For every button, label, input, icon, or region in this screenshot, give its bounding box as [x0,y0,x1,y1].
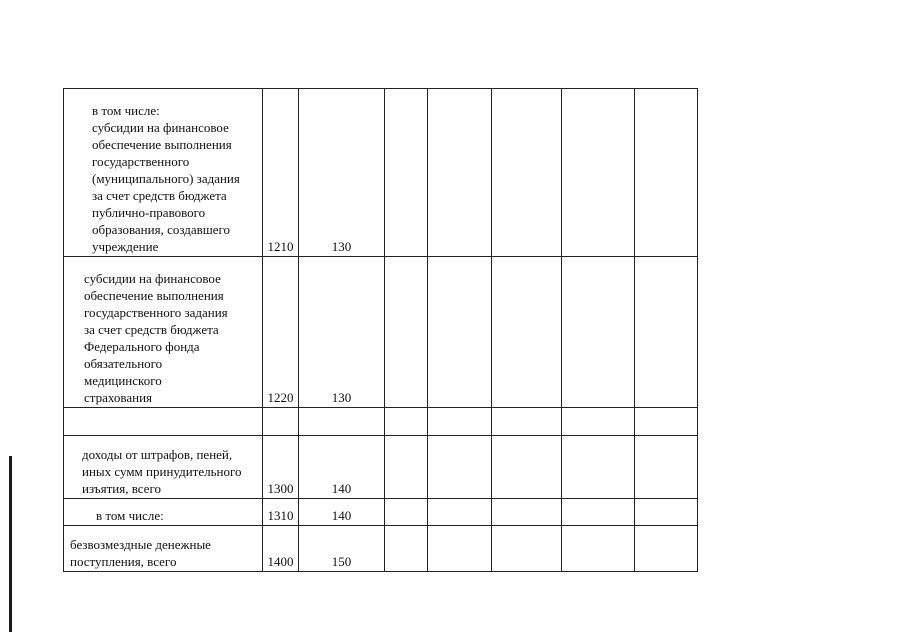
empty-cell [385,436,428,499]
empty-cell [635,499,698,526]
row-text-line: страхования [84,390,153,405]
kbk-code-cell: 140 [299,436,385,499]
row-text-line: медицинского [84,373,162,388]
row-description [64,408,263,436]
row-text-line: обязательного [84,356,163,371]
line-code-cell: 1400 [263,526,299,572]
row-text-line: в том числе: [92,103,160,118]
empty-cell [385,408,428,436]
empty-cell [492,408,562,436]
empty-cell [562,526,635,572]
row-text-line: в том числе: [96,508,164,523]
line-code-cell: 1310 [263,499,299,526]
empty-cell [428,408,492,436]
row-description [64,436,263,499]
kbk-code-cell: 130 [299,89,385,257]
table-row [64,89,698,257]
row-description [64,526,263,572]
empty-cell [492,89,562,257]
row-text-line: публично-правового [92,205,206,220]
row-text-line: учреждение [92,239,159,254]
row-description [64,499,263,526]
row-text-line: образования, создавшего [92,222,231,237]
table-row [64,436,698,499]
row-text-line: субсидии на финансовое [92,120,229,135]
table-row [64,526,698,572]
row-text-line: доходы от штрафов, пеней, [82,447,233,462]
line-code-cell [263,408,299,436]
empty-cell [562,257,635,408]
table-row [64,408,698,436]
row-text-line: обеспечение выполнения [92,137,232,152]
row-text-line: за счет средств бюджета [84,322,219,337]
kbk-code-cell [299,408,385,436]
kbk-code-cell: 130 [299,257,385,408]
row-text-line: Федерального фонда [84,339,200,354]
empty-cell [385,89,428,257]
empty-cell [492,436,562,499]
table-row [64,499,698,526]
kbk-code-cell: 150 [299,526,385,572]
empty-cell [562,89,635,257]
budget-table [63,88,698,572]
empty-cell [385,499,428,526]
row-text-line: обеспечение выполнения [84,288,224,303]
empty-cell [635,257,698,408]
line-code-cell: 1300 [263,436,299,499]
row-description [64,257,263,408]
empty-cell [635,526,698,572]
line-code-cell: 1210 [263,89,299,257]
empty-cell [562,436,635,499]
empty-cell [635,89,698,257]
empty-cell [385,526,428,572]
row-text-line: за счет средств бюджета [92,188,227,203]
row-text-line: государственного задания [84,305,228,320]
kbk-code-cell: 140 [299,499,385,526]
empty-cell [428,89,492,257]
empty-cell [428,499,492,526]
row-text-line: иных сумм принудительного [82,464,242,479]
empty-cell [428,436,492,499]
row-text-line: (муниципального) задания [92,171,240,186]
empty-cell [492,257,562,408]
empty-cell [385,257,428,408]
empty-cell [635,408,698,436]
empty-cell [428,257,492,408]
row-text-line: безвозмездные денежные [70,537,211,552]
table-row [64,257,698,408]
row-text-line: субсидии на финансовое [84,271,221,286]
line-code-cell: 1220 [263,257,299,408]
empty-cell [635,436,698,499]
row-text-line: поступления, всего [70,554,177,569]
row-text-line: изъятия, всего [82,481,161,496]
empty-cell [428,526,492,572]
empty-cell [562,408,635,436]
scan-edge-mark [9,456,12,632]
empty-cell [492,526,562,572]
row-text-line: государственного [92,154,190,169]
empty-cell [492,499,562,526]
empty-cell [562,499,635,526]
row-description [64,89,263,257]
